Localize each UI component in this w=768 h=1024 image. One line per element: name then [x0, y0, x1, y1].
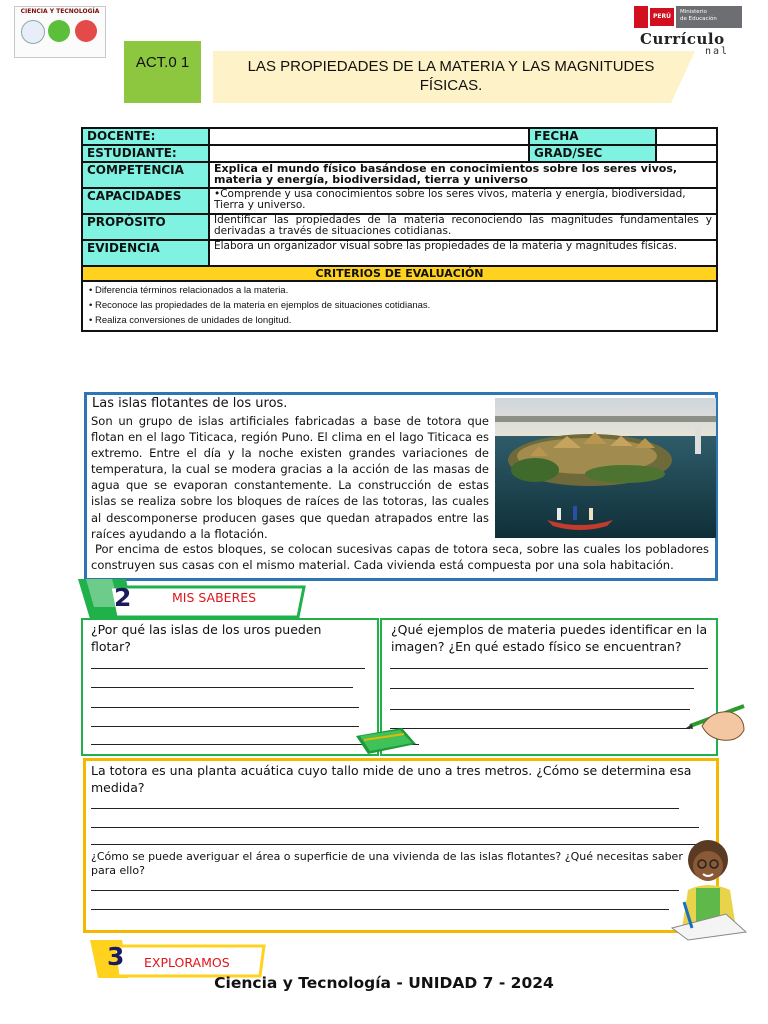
page-title: LAS PROPIEDADES DE LA MATERIA Y LAS MAGNITUDES FÍSICAS. — [247, 58, 655, 94]
ministry-line-1: Ministerio — [680, 9, 707, 15]
answer-line[interactable] — [91, 844, 699, 845]
competencia-text: Explica el mundo físico basándose en conocimientos sobre los seres vivos, materia y energía, biodiversidad, tierra y universo — [209, 162, 717, 188]
fecha-label: FECHA — [529, 128, 656, 145]
answer-line[interactable] — [91, 707, 359, 708]
info-table — [81, 127, 718, 332]
capacidades-label: CAPACIDADES — [82, 188, 209, 214]
peru-label: PERÚ — [650, 8, 674, 26]
criterio-item: • Reconoce las propiedades de la materia en ejemplos de situaciones cotidianas. — [89, 300, 431, 311]
estudiante-field[interactable] — [209, 145, 529, 162]
answer-line[interactable] — [390, 709, 690, 710]
answer-line[interactable] — [91, 726, 359, 727]
criterio-item: • Diferencia términos relacionados a la materia. — [89, 285, 289, 296]
section-2-label: MIS SABERES — [172, 590, 257, 605]
science-logo — [14, 6, 106, 58]
atom-icon — [48, 20, 70, 42]
question-2: ¿Qué ejemplos de materia puedes identificar en la imagen? ¿En qué estado físico se encuentran? — [391, 622, 708, 654]
footer: Ciencia y Tecnología - UNIDAD 7 - 2024 — [214, 974, 554, 992]
flask-icon — [75, 20, 97, 42]
capacidades-text: •Comprende y usa conocimientos sobre los seres vivos, materia y energía, biodiversidad, Tierra y universo. — [209, 188, 717, 214]
section-2-number: 2 — [114, 583, 132, 612]
answer-line[interactable] — [390, 668, 708, 669]
answer-line[interactable] — [390, 688, 694, 689]
gradsec-field[interactable] — [656, 145, 717, 162]
hand-pencil-icon — [686, 696, 746, 744]
estudiante-label: ESTUDIANTE: — [82, 145, 209, 162]
notebook-icon — [352, 726, 420, 756]
ministry-logo — [634, 6, 742, 28]
question-1: ¿Por qué las islas de los uros pueden flotar? — [91, 622, 322, 654]
floating-islands-photo — [495, 398, 716, 538]
question-4: ¿Cómo se puede averiguar el área o superficie de una vivienda de las islas flotantes? ¿Qué necesitas saber para ello? — [91, 850, 683, 877]
fecha-field[interactable] — [656, 128, 717, 145]
proposito-text: Identificar las propiedades de la materia reconociendo las magnitudes fundamentales y derivadas a través de situaciones cotidianas. — [209, 214, 717, 240]
evidencia-label: EVIDENCIA — [82, 240, 209, 266]
answer-line[interactable] — [390, 728, 690, 729]
microscope-icon — [21, 20, 45, 44]
peru-shield-icon — [634, 6, 648, 28]
activity-badge: ACT.0 1 — [124, 41, 201, 103]
nal-wordmark: nal — [705, 46, 730, 57]
reading-paragraph-1: Son un grupo de islas artificiales fabricadas a base de totora que flotan en el lago Titicaca, región Puno. El clima en el lago Titicaca es extremo. Entre el día y la noche existen grandes variaciones de temperatura, la cual se modera gracias a la acción de las masas de agua que se evaporan constantemente. La construcción de estas islas se realiza sobre los bloques de raíces de las totoras, las cuales al descomponerse producen gases que quedan atrapados entre las raíces ayudando a la flotación. — [91, 414, 489, 541]
answer-line[interactable] — [91, 687, 353, 688]
curriculo-wordmark: Currículo — [640, 30, 725, 48]
answer-line[interactable] — [91, 668, 365, 669]
answer-line[interactable] — [91, 890, 679, 891]
evidencia-text: Elabora un organizador visual sobre las propiedades de la materia y magnitudes físicas. — [209, 240, 717, 266]
ministry-line-2: de Educación — [680, 16, 717, 22]
ministry-label — [676, 6, 742, 28]
proposito-label: PROPÓSITO — [82, 214, 209, 240]
criterios-list — [82, 281, 717, 331]
answer-line[interactable] — [91, 909, 669, 910]
docente-field[interactable] — [209, 128, 529, 145]
question-3: La totora es una planta acuática cuyo tallo mide de uno a tres metros. ¿Cómo se determina esa medida? — [91, 763, 692, 795]
docente-label: DOCENTE: — [82, 128, 209, 145]
section-3-number: 3 — [107, 942, 125, 971]
logo-label: CIENCIA Y TECNOLOGÍA — [20, 8, 100, 15]
reading-title: Las islas flotantes de los uros. — [92, 396, 288, 411]
competencia-label: COMPETENCIA — [82, 162, 209, 188]
answer-line[interactable] — [91, 827, 699, 828]
criterios-header: CRITERIOS DE EVALUACIÓN — [82, 266, 717, 281]
section-3-label: EXPLORAMOS — [144, 955, 230, 970]
student-writing-illustration — [666, 832, 752, 942]
criterio-item: • Realiza conversiones de unidades de longitud. — [89, 315, 292, 326]
answer-line[interactable] — [91, 808, 679, 809]
gradsec-label: GRAD/SEC — [529, 145, 656, 162]
reading-paragraph-2: Por encima de estos bloques, se colocan sucesivas capas de totora seca, sobre las cuales los pobladores construyen sus casas con el mismo material. Cada vivienda está compuesta por una sola habitación. — [91, 542, 709, 573]
